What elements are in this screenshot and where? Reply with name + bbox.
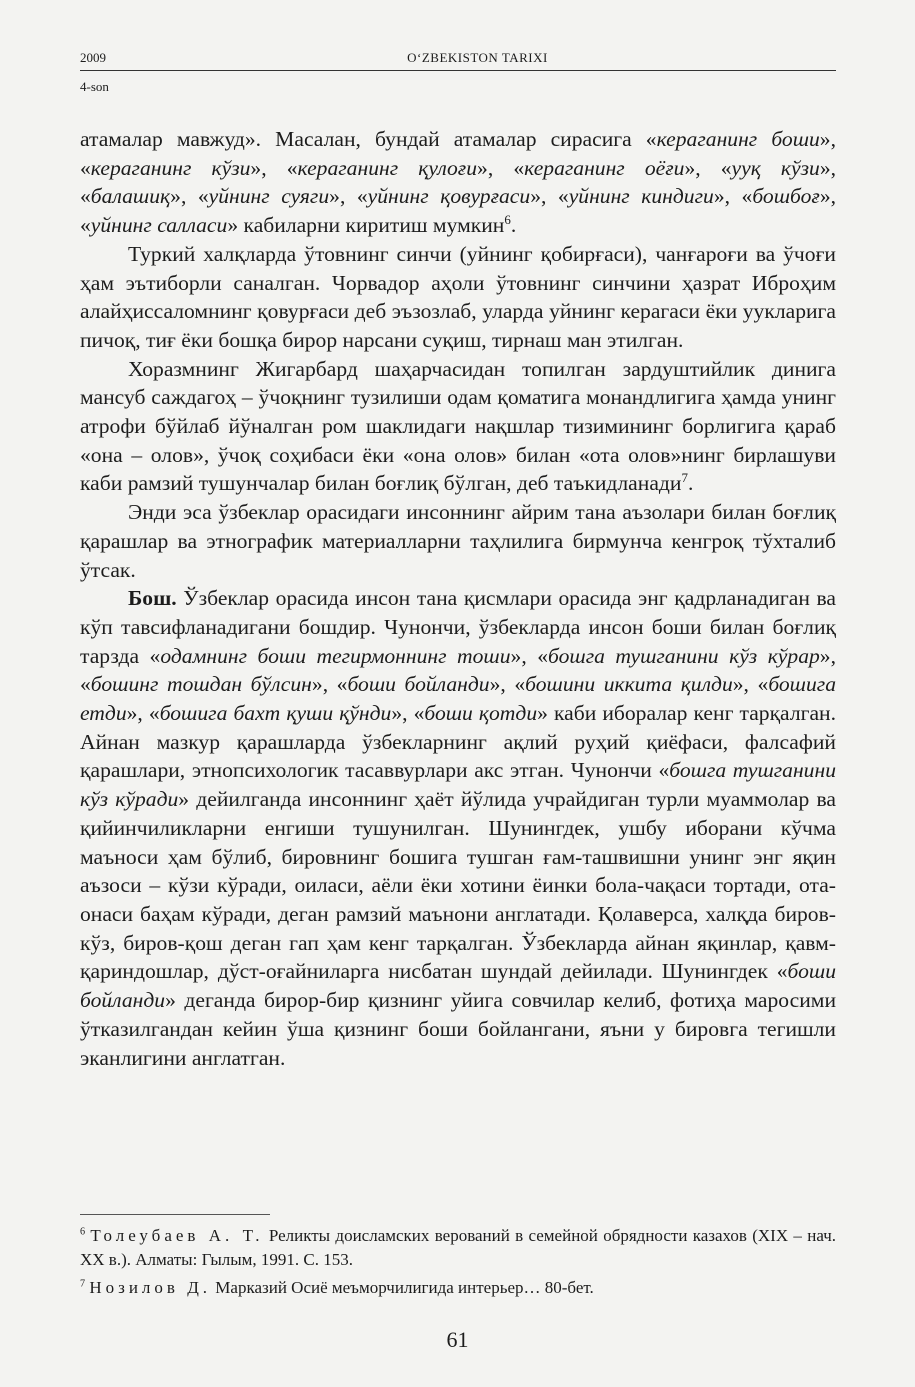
page-number: 61	[446, 1327, 469, 1352]
header-rule	[80, 70, 836, 71]
paragraph-2: Туркий халқларда ўтовнинг синчи (уйнинг қобирғаси), чанғароғи ва ўчоғи ҳам эътиборли саналган. Чорвадор аҳоли ўтовнинг синчини ҳазрат Иброҳим алайҳиссаломнинг қовурғаси деб эъзозлаб, уларда уйнинг керагаси ёки уукларига пичоқ, тиғ ёки бошқа бирор нарсани суқиш, тирнаш ман этилган.	[80, 241, 836, 352]
header-year: 2009	[80, 50, 106, 65]
paragraph-1: атамалар мавжуд». Масалан, бундай атамалар сирасига «кераганинг боши», «кераганинг кўзи», «кераганинг қулоғи», «кераганинг оёғи», «ууқ кўзи», «балашиқ», «уйнинг суяги», «уйнинг қовурғаси», «уйнинг киндиги», «бошбоғ», «уйнинг салласи» кабиларни киритиш мумкин$^6$.	[80, 127, 837, 238]
paragraph-4: Энди эса ўзбеклар орасидаги инсоннинг айрим тана аъзолари билан боғлиқ қарашлар ва этнографик материалларни таҳлилига бирмунча кенгроқ тўхталиб ўтсак.	[80, 500, 836, 582]
section-heading-bosh: Бош.	[128, 586, 177, 611]
footnote-ref-6: 6	[504, 211, 511, 227]
footnote-author: Нозилов Д.	[89, 1278, 212, 1297]
footnote-ref-7: 7	[681, 470, 688, 486]
footnote-author: Толеубаев А. Т.	[90, 1226, 264, 1245]
footnote-7: $^7$ Нозилов Д. Марказий Осиё меъморчилигида интерьер… 80-бет.	[80, 1278, 594, 1297]
footnotes	[80, 1224, 836, 1304]
header-issue: 4-son	[80, 79, 109, 94]
paragraph-5: Бош. Ўзбеклар орасида инсон тана қисмлари орасида энг қадрланадиган ва кўп тавсифланадигани бошдир. Чунончи, ўзбекларда инсон боши билан боғлиқ тарзда «одамнинг боши тегирмоннинг тоши», «бошга тушганини кўз кўрар», «бошинг тошдан бўлсин», «боши бойланди», «бошини иккита қилди», «бошига етди», «бошига бахт қуши қўнди», «боши қотди» каби иборалар кенг тарқалган. Айнан мазкур қарашларда ўзбекларнинг ақлий руҳий қиёфаси, фалсафий қарашлари, этнопсихологик тасаввурлари акс этган. Чунончи «бошга тушганини кўз кўради» дейилганда инсоннинг ҳаёт йўлида учрайдиган турли муаммолар ва қийинчиликларни енгиши тушунилган. Шунингдек, ушбу иборани кўчма маъноси ҳам бўлиб, бировнинг бошига тушган ғам-ташвишни унинг энг яқин аъзоси – кўзи кўради, оиласи, аёли ёки хотини ёинки бола-чақаси тортади, ота-онаси баҳам кўради, деган рамзий маънони англатади. Қолаверса, халқда биров-кўз, биров-қош деган гап ҳам кенг тарқалган. Ўзбекларда айнан яқинлар, қавм-қариндошлар, дўст-оғайниларга нисбатан шундай дейилади. Шунингдек «боши бойланди» деганда бирор-бир қизнинг уйига совчилар келиб, фотиҳа маросими ўтказилгандан кейин ўша қизнинг боши бойлангани, яъни у бировга тегишли эканлигини англатган.	[80, 586, 837, 1070]
footnote-rule	[80, 1214, 270, 1215]
article-body	[80, 125, 836, 1072]
paragraph-3: Хоразмнинг Жигарбард шаҳарчасидан топилган зардуштийлик динига мансуб саждагоҳ – ўчоқнинг тузилиши одам қоматига монандлигига ҳамда унинг атрофи бўйлаб йўналган ром шаклидаги нақшлар тизимининг борлигига қараб «она – олов», ўчоқ соҳибаси ёки «она олов» билан «ота олов»нинг бирлашуви каби рамзий тушунчалар билан боғлиқ бўлган, деб таъкидланади$^7$.	[80, 356, 836, 496]
footnote-6: $^6$ Толеубаев А. Т. Реликты доисламских верований в семейной обрядности казахов (XIX – нач. XX в.). Алматы: Гылым, 1991. С. 153.	[80, 1226, 837, 1269]
journal-title: O‘ZBEKISTON TARIXI	[407, 50, 548, 65]
